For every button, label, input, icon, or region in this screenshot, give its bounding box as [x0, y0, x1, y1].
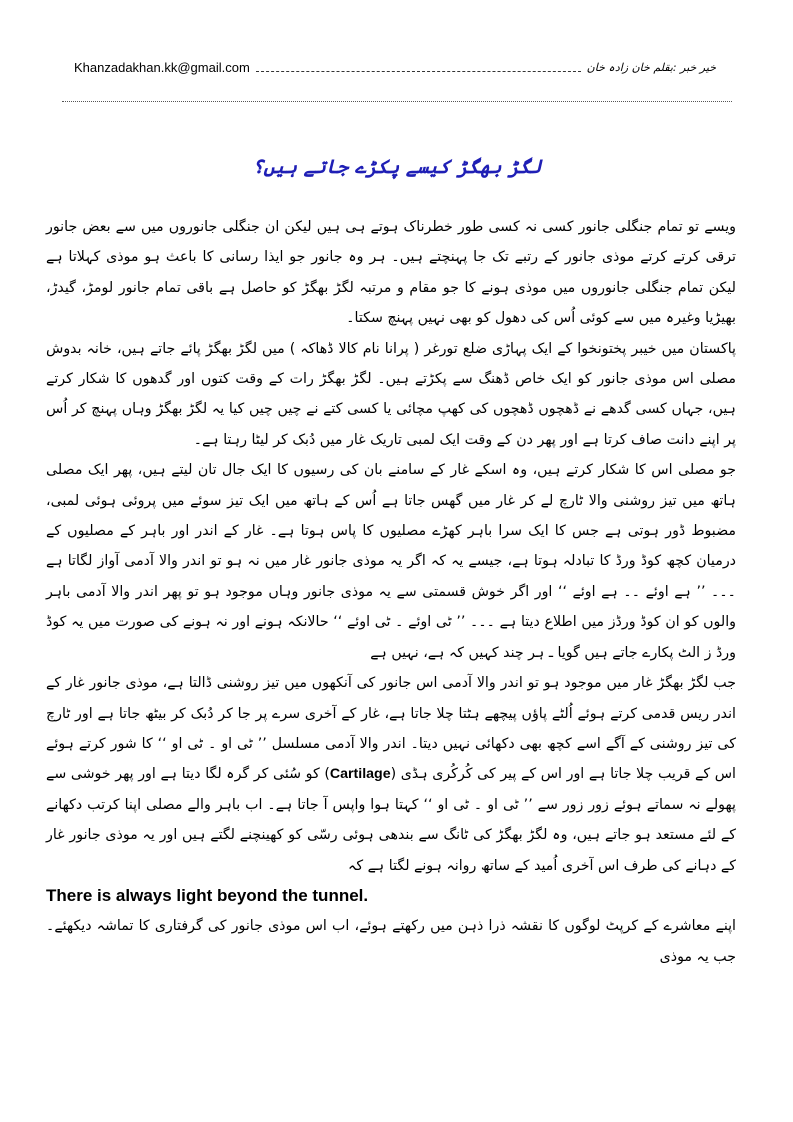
article-body	[46, 212, 736, 972]
author-email: Khanzadakhan.kk@gmail.com	[74, 59, 250, 75]
author-byline: خیر خبر :بقلم خان زادہ خان	[586, 60, 716, 74]
cartilage-term: Cartilage	[329, 766, 391, 783]
article-title: لگڑ بھگڑ کیسے پکڑے جاتے ہیں؟	[252, 156, 542, 178]
paragraph-3: جو مصلی اس کا شکار کرتے ہیں، وہ اسکے غار کے سامنے بان کی رسیوں کا ایک جال تان لیتے ہیں، پھر ایک مصلی ہاتھ میں تیز روشنی والا ٹارچ لے کر غار میں گھس جاتا ہے اُس کے ہاتھ میں ایک تیز سوئے میں پروئی ہوئی لمبی، مضبوط ڈور ہوتی ہے جس کا ایک سرا باہر کھڑے مصلیوں کا پاس ہوتا ہے۔ غار کے اندر اور باہر کے مصلیوں کے درمیان کچھ کوڈ ورڈ کا تبادلہ ہوتا ہے، جیسے یہ کہ اگر یہ موذی جانور غار میں نہ ہو تو اندر والا آدمی آواز لگاتا ہے ۔۔۔ ’’ ہے اوئے ۔۔ ہے اوئے ‘‘ اور اگر خوش قسمتی سے یہ موذی جانور وہاں موجود ہو تو پھر اندر والا آدمی باہر والوں کو ان کوڈ ورڈز میں اطلاع دیتا ہے ۔۔۔ ’’ ٹی اوئے ۔ ٹی اوئے ‘‘ حالانکہ ہونے اور نہ ہونے کی صورت میں یہ کوڈ ورڈ ز الٹ پکارے جاتے ہیں گویا ـ ہر چند کہیں کہ ہے، نہیں ہے	[46, 462, 736, 661]
paragraph-4-text: جب لگڑ بھگڑ غار میں موجود ہو تو اندر والا آدمی اس جانور کی آنکھوں میں تیز روشنی ڈالتا ہے، موذی جانور غار کے اندر ریس قدمی کرتے ہوئے اُلٹے پاؤں پیچھے ہٹتا چلا جاتا ہے، غار کے آخری سرے پر جا کر دُبک کر بیٹھ جاتا ہے اور ٹارچ کی تیز روشنی کے آگے اسے کچھ بھی دکھائی نہیں دیتا۔ اندر والا آدمی مسلسل ’’ ٹی او ۔ ٹی او ‘‘ کا شور کرتے ہوئے اس کے قریب چلا جاتا ہے اور اس کے پیر کی کُرکُری ہڈی	[46, 675, 736, 783]
paragraph-5: اپنے معاشرے کے کرپٹ لوگوں کا نقشہ ذرا ذہن میں رکھتے ہوئے، اب اس موذی جانور کی گرفتاری کا تماشہ دیکھئے۔ جب یہ موذی	[46, 918, 736, 965]
page-header	[74, 56, 716, 78]
paragraph-4: جب لگڑ بھگڑ غار میں موجود ہو تو اندر والا آدمی اس جانور کی آنکھوں میں تیز روشنی ڈالتا ہے، موذی جانور غار کے اندر ریس قدمی کرتے ہوئے اُلٹے پاؤں پیچھے ہٹتا چلا جاتا ہے، غار کے آخری سرے پر جا کر دُبک کر بیٹھ جاتا ہے اور ٹارچ کی تیز روشنی کے آگے اسے کچھ بھی دکھائی نہیں دیتا۔ اندر والا آدمی مسلسل ’’ ٹی او ۔ ٹی او ‘‘ کا شور کرتے ہوئے اس کے قریب چلا جاتا ہے اور اس کے پیر کی کُرکُری ہڈی (Cartilage) کو سُئی کر گرہ لگا دیتا ہے اور پھر خوشی سے پھولے نہ سماتے ہوئے زور زور سے ’’ ٹی او ۔ ٹی او ‘‘ کہتا ہوا واپس آ جاتا ہے۔ اب باہر والے مصلی اپنا کرتب دکھانے کے لئے مستعد ہو جاتے ہیں، وہ لگڑ بھگڑ کی ٹانگ سے بندھی ہوئی رسّی کو کھینچنے لگتے ہیں اور یہ موذی جانور غار کے دہانے کی طرف اس آخری اُمید کے ساتھ روانہ ہونے لگتا ہے کہ	[46, 675, 736, 874]
paragraph-4-continued: کو سُئی کر گرہ لگا دیتا ہے اور پھر خوشی سے پھولے نہ سماتے ہوئے زور زور سے ’’ ٹی او ۔ ٹی او ‘‘ کہتا ہوا واپس آ جاتا ہے۔ اب باہر والے مصلی اپنا کرتب دکھانے کے لئے مستعد ہو جاتے ہیں، وہ لگڑ بھگڑ کی ٹانگ سے بندھی ہوئی رسّی کو کھینچنے لگتے ہیں اور یہ موذی جانور غار کے دہانے کی طرف اس آخری اُمید کے ساتھ روانہ ہونے لگتا ہے کہ	[46, 766, 736, 874]
header-dashed-line	[256, 63, 581, 72]
paragraph-2: پاکستان میں خیبر پختونخوا کے ایک پہاڑی ضلع تورغر ( پرانا نام کالا ڈھاکہ ) میں لگڑ بھگڑ پائے جاتے ہیں، خانہ بدوش مصلی اس موذی جانور کو ایک خاص ڈھنگ سے پکڑتے ہیں۔ لگڑ بھگڑ رات کے وقت کتوں اور گدھوں کا شکار کرتے ہیں، جہاں کسی گدھے نے ڈھچوں ڈھچوں کی کھپ مچائی یا کسی کتے نے چیں چیں کیا یہ لگڑ بھگڑ وہاں پہنچ کر اُس پر اپنے دانت صاف کرتا ہے اور پھر دن کے وقت ایک لمبی تاریک غار میں دُبک کر لیٹا رہتا ہے۔	[46, 340, 736, 448]
paragraph-1: ویسے تو تمام جنگلی جانور کسی نہ کسی طور خطرناک ہوتے ہی ہیں لیکن ان جنگلی جانوروں میں سے بعض جانور ترقی کرتے کرتے موذی جانور کے رتبے تک جا پہنچتے ہیں۔ ہر وہ جانور جو ایذا رسانی کا باعث ہو موذی کہلاتا ہے لیکن تمام جنگلی جانوروں میں موذی ہونے کا جو مقام و مرتبہ لگڑ بھگڑ کو حاصل ہے باقی تمام جانور لومڑ، گیدڑ، بھیڑیا وغیرہ میں سے کوئی اُس کی دھول کو بھی نہیں پہنچ سکتا۔	[46, 219, 736, 327]
tunnel-quote: There is always light beyond the tunnel.	[46, 885, 369, 905]
header-divider	[62, 101, 732, 102]
